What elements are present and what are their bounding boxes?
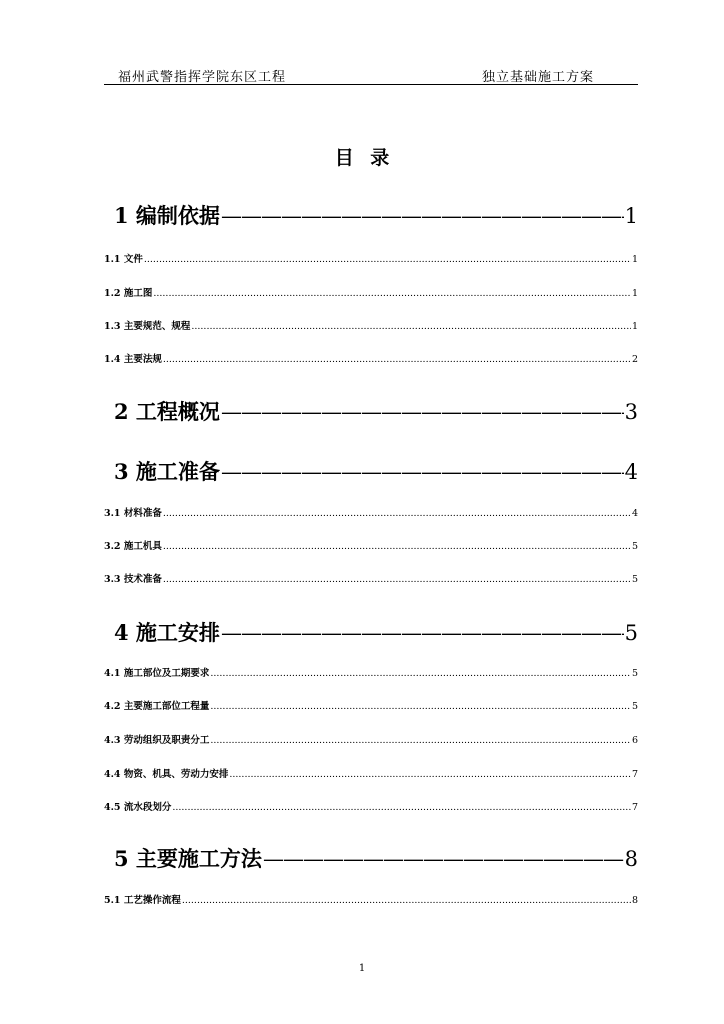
toc-entry-page: 5 (631, 574, 638, 585)
toc-entry-page: 4 (624, 460, 638, 484)
toc-entry-page: 5 (624, 621, 638, 645)
toc-leader (210, 735, 631, 746)
toc-leader (163, 508, 631, 519)
toc-entry-label: 3.1 材料准备 (104, 508, 162, 519)
toc-entry-4-5[interactable] (104, 799, 638, 813)
toc-leader (229, 769, 631, 780)
toc-entry-1[interactable] (104, 200, 638, 228)
toc-entry-page: 3 (624, 400, 638, 424)
toc-leader (182, 895, 631, 906)
toc-leader (210, 701, 631, 712)
toc-entry-3-3[interactable] (104, 571, 638, 585)
toc-entry-page: 8 (624, 847, 638, 871)
toc-leader (221, 400, 624, 424)
toc-entry-label: 4 施工安排 (114, 620, 220, 645)
toc-entry-4-4[interactable] (104, 766, 638, 780)
toc-entry-page: 8 (631, 895, 638, 906)
toc-entry-label: 1.3 主要规范、规程 (104, 321, 191, 332)
toc-entry-4-1[interactable] (104, 665, 638, 679)
toc-entry-3-2[interactable] (104, 538, 638, 552)
toc-entry-page: 1 (631, 321, 638, 332)
toc-entry-label: 4.3 劳动组织及职责分工 (104, 735, 210, 746)
toc-entry-4-2[interactable] (104, 698, 638, 712)
toc-entry-page: 1 (624, 204, 638, 228)
toc-leader (163, 541, 631, 552)
toc-entry-5-1[interactable] (104, 892, 638, 906)
toc-entry-page: 1 (631, 254, 638, 265)
toc-entry-page: 1 (631, 288, 638, 299)
header-rule (104, 84, 638, 85)
toc-entry-label: 3.3 技术准备 (104, 574, 162, 585)
toc-entry-2[interactable] (104, 396, 638, 424)
toc-entry-page: 7 (631, 802, 638, 813)
toc-leader (221, 460, 624, 484)
toc-entry-page: 2 (631, 354, 638, 365)
toc-leader (172, 802, 631, 813)
toc-entry-1-3[interactable] (104, 318, 638, 332)
toc-entry-page: 6 (631, 735, 638, 746)
toc-entry-label: 3.2 施工机具 (104, 541, 162, 552)
toc-entry-label: 1.2 施工图 (104, 288, 153, 299)
header-document-title: 独立基础施工方案 (482, 70, 595, 85)
toc-entry-3[interactable] (104, 456, 638, 484)
toc-entry-label: 4.1 施工部位及工期要求 (104, 668, 210, 679)
toc-entry-4[interactable] (104, 617, 638, 645)
toc-entry-page: 5 (631, 701, 638, 712)
toc-entry-5[interactable] (104, 843, 638, 871)
header-project-name: 福州武警指挥学院东区工程 (118, 70, 287, 85)
toc-entry-label: 4.2 主要施工部位工程量 (104, 701, 210, 712)
toc-entry-label: 1 编制依据 (114, 203, 220, 228)
toc-entry-page: 5 (631, 668, 638, 679)
toc-leader (144, 254, 631, 265)
toc-entry-3-1[interactable] (104, 505, 638, 519)
toc-leader (153, 288, 631, 299)
toc-entry-label: 2 工程概况 (114, 399, 220, 424)
toc-entry-label: 1.4 主要法规 (104, 354, 162, 365)
toc-entry-4-3[interactable] (104, 732, 638, 746)
toc-leader (263, 847, 624, 871)
toc-leader (210, 668, 631, 679)
toc-entry-1-4[interactable] (104, 351, 638, 365)
toc-entry-label: 5.1 工艺操作流程 (104, 895, 181, 906)
toc-entry-label: 1.1 文件 (104, 254, 143, 265)
toc-entry-1-1[interactable] (104, 251, 638, 265)
toc-entry-label: 3 施工准备 (114, 459, 220, 484)
toc-entry-page: 4 (631, 508, 638, 519)
toc-entry-label: 5 主要施工方法 (114, 846, 262, 871)
toc-leader (163, 354, 631, 365)
toc-entry-label: 4.4 物资、机具、劳动力安排 (104, 769, 229, 780)
toc-leader (191, 321, 631, 332)
toc-leader (221, 621, 624, 645)
toc-entry-1-2[interactable] (104, 285, 638, 299)
toc-title: 目 录 (334, 147, 390, 169)
toc-entry-page: 5 (631, 541, 638, 552)
toc-entry-page: 7 (631, 769, 638, 780)
toc-leader (163, 574, 631, 585)
toc-leader (221, 204, 624, 228)
toc-entry-label: 4.5 流水段划分 (104, 802, 172, 813)
page-number: 1 (358, 963, 366, 974)
